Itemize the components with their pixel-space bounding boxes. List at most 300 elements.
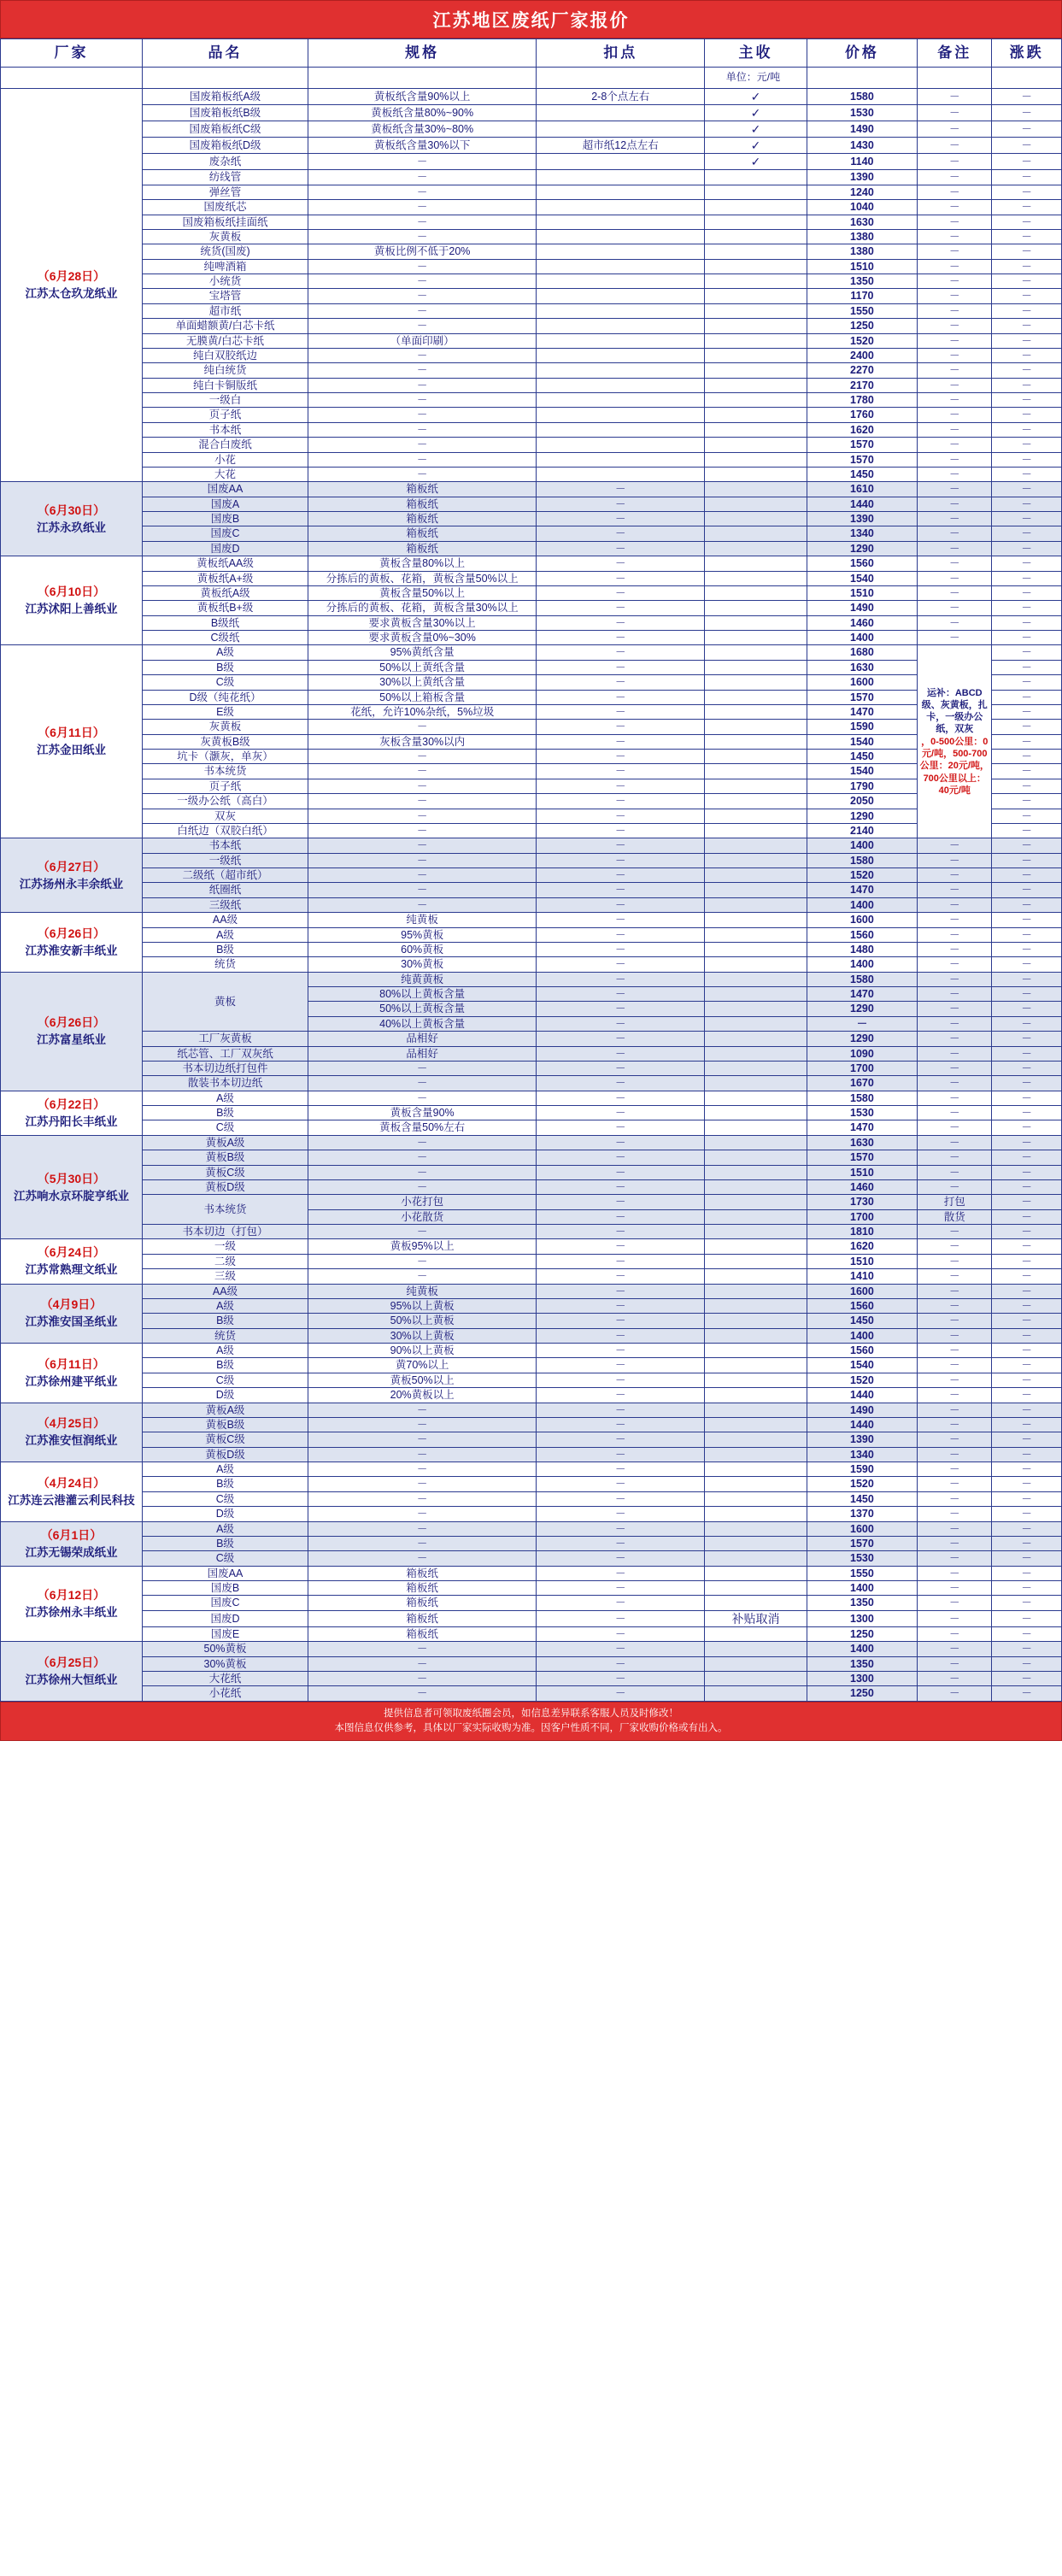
deduction-cell [537,229,705,244]
main-cell: ✓ [705,154,807,170]
deduction-cell: － [537,1507,705,1521]
note-cell: － [918,229,992,244]
spec-cell: 黄板50%以上 [308,1373,537,1387]
table-row [1,823,1062,838]
factory-name: 江苏徐州永丰纸业 [25,1605,118,1619]
main-cell [705,1150,807,1165]
spec-cell: 黄板95%以上 [308,1239,537,1254]
price-cell: 1390 [807,1432,917,1447]
table-row [1,154,1062,170]
product-cell: 超市纸 [142,303,308,318]
table-row [1,1195,1062,1209]
table-row [1,1447,1062,1461]
table-row [1,121,1062,138]
product-cell: 书本统货 [142,764,308,779]
product-cell: A级 [142,1521,308,1536]
table-row [1,704,1062,719]
product-cell: 统货 [142,957,308,972]
factory-name: 江苏金田纸业 [36,744,106,757]
deduction-cell: － [537,1344,705,1358]
main-cell [705,497,807,511]
note-cell: － [918,1225,992,1239]
factory-name: 江苏扬州永丰余纸业 [19,877,124,891]
deduction-cell: － [537,853,705,867]
main-cell [705,1656,807,1671]
price-cell: 1600 [807,913,917,927]
spec-cell: 品相好 [308,1032,537,1046]
factory-name: 江苏淮安国圣纸业 [25,1315,118,1329]
deduction-cell [537,333,705,348]
deduction-cell: － [537,1076,705,1091]
spec-cell: 黄板含量50%左右 [308,1120,537,1135]
spec-cell: － [308,1269,537,1284]
price-cell: 1460 [807,615,917,630]
table-row [1,467,1062,481]
price-cell: 1440 [807,1388,917,1403]
spec-cell: － [308,452,537,467]
main-cell [705,1373,807,1387]
deduction-cell [537,259,705,273]
price-cell: 1400 [807,957,917,972]
product-cell: 小花纸 [142,1686,308,1701]
main-cell [705,571,807,585]
product-cell: A级 [142,927,308,942]
change-cell: － [992,1672,1062,1686]
main-cell [705,794,807,809]
table-row [1,541,1062,556]
product-cell: C级 [142,675,308,690]
note-cell: － [918,1120,992,1135]
note-cell: － [918,1521,992,1536]
spec-cell: 花纸，允许10%杂纸，5%垃圾 [308,704,537,719]
product-cell: 白纸边（双胶白纸） [142,823,308,838]
unit-label: 单位：元/吨 [705,68,807,89]
note-cell: － [918,853,992,867]
unit-blank-2 [142,68,308,89]
change-cell: － [992,556,1062,571]
table-row [1,138,1062,154]
spec-cell: － [308,229,537,244]
product-cell: 国废箱板纸D级 [142,138,308,154]
price-cell: 1300 [807,1672,917,1686]
product-cell: 大花 [142,467,308,481]
note-cell: － [918,1135,992,1150]
product-cell: 页子纸 [142,779,308,793]
product-cell: C级纸 [142,631,308,645]
product-cell: 书本切边纸打包件 [142,1061,308,1075]
product-cell: 坑卡（灏灰，单灰） [142,750,308,764]
spec-cell: － [308,779,537,793]
factory-date: （6月1日） [40,1527,103,1542]
change-cell: － [992,154,1062,170]
spec-cell: － [308,750,537,764]
product-cell: D级 [142,1388,308,1403]
note-cell: － [918,1626,992,1641]
price-cell: 1380 [807,229,917,244]
main-cell [705,1165,807,1179]
price-cell: 1570 [807,690,917,704]
footer-line-2: 本图信息仅供参考，具体以厂家实际收购为准。因客户性质不同，厂家收购价格或有出入。 [334,1723,728,1734]
spec-cell: － [308,1462,537,1477]
spec-cell: － [308,467,537,481]
note-cell: － [918,1298,992,1313]
price-cell: 1350 [807,1596,917,1610]
product-cell: 国废D [142,541,308,556]
price-cell: － [807,1016,917,1031]
price-cell: 1580 [807,972,917,986]
main-cell [705,512,807,526]
note-cell: － [918,1491,992,1506]
spec-cell: 50%以上黄纸含量 [308,660,537,674]
unit-row [1,68,1062,89]
product-cell: 纺线管 [142,170,308,185]
table-row [1,615,1062,630]
deduction-cell: － [537,1566,705,1580]
price-cell: 1440 [807,1417,917,1432]
change-cell: － [992,229,1062,244]
note-cell: － [918,631,992,645]
deduction-cell [537,105,705,121]
spec-cell: 30%以上黄板 [308,1328,537,1343]
table-row [1,1536,1062,1550]
table-row [1,779,1062,793]
spec-cell: 黄板含量90% [308,1106,537,1120]
price-cell: 1530 [807,1551,917,1566]
price-cell: 1630 [807,660,917,674]
main-cell [705,1477,807,1491]
price-cell: 1490 [807,601,917,615]
main-cell [705,1432,807,1447]
deduction-cell: － [537,1046,705,1061]
deduction-cell: － [537,1239,705,1254]
table-row [1,585,1062,600]
change-cell: － [992,1417,1062,1432]
price-cell: 1600 [807,1284,917,1298]
price-cell: 1570 [807,1536,917,1550]
deduction-cell: － [537,1358,705,1373]
main-cell [705,1284,807,1298]
price-cell: 1510 [807,259,917,273]
change-cell: － [992,764,1062,779]
main-cell [705,1046,807,1061]
note-cell: － [918,1032,992,1046]
spec-cell: 黄板含量80%以上 [308,556,537,571]
main-cell [705,690,807,704]
change-cell: － [992,1656,1062,1671]
table-row [1,853,1062,867]
change-cell: － [992,422,1062,437]
note-cell: － [918,215,992,229]
change-cell: － [992,1610,1062,1626]
main-cell [705,1491,807,1506]
deduction-cell: － [537,913,705,927]
table-row [1,1596,1062,1610]
table-row [1,319,1062,333]
product-cell: 国废B [142,1581,308,1596]
note-cell: － [918,244,992,259]
factory-cell [1,913,143,973]
note-cell: － [918,1046,992,1061]
price-cell: 1520 [807,868,917,883]
price-cell: 1510 [807,1165,917,1179]
spec-cell: － [308,1165,537,1179]
price-cell: 1560 [807,1344,917,1358]
factory-cell [1,838,143,913]
header-price: 价格 [807,39,917,68]
change-cell: － [992,1507,1062,1521]
product-cell: 废杂纸 [142,154,308,170]
change-cell: － [992,482,1062,497]
change-cell: － [992,720,1062,734]
change-cell: － [992,571,1062,585]
note-cell: － [918,422,992,437]
table-row [1,645,1062,660]
deduction-cell [537,378,705,392]
note-cell: － [918,467,992,481]
deduction-cell: － [537,1179,705,1194]
unit-blank-6 [918,68,992,89]
note-cell: － [918,1447,992,1461]
table-row [1,883,1062,897]
change-cell: － [992,1358,1062,1373]
deduction-cell: － [537,794,705,809]
price-cell: 1700 [807,1209,917,1224]
spec-cell: 分拣后的黄板、花箱，黄板含量30%以上 [308,601,537,615]
main-cell [705,467,807,481]
main-cell [705,1551,807,1566]
note-cell: － [918,89,992,105]
price-cell: 2400 [807,348,917,362]
factory-cell [1,1344,143,1403]
price-cell: 1580 [807,853,917,867]
table-row [1,809,1062,823]
deduction-cell: － [537,1209,705,1224]
table-row [1,690,1062,704]
deduction-cell: － [537,1642,705,1656]
spec-cell: － [308,170,537,185]
table-row [1,1462,1062,1477]
spec-cell: － [308,823,537,838]
factory-name: 江苏连云港灌云利民科技 [8,1493,135,1507]
change-cell: － [992,541,1062,556]
deduction-cell: － [537,1091,705,1105]
main-cell [705,1195,807,1209]
price-cell: 1580 [807,89,917,105]
deduction-cell: － [537,1432,705,1447]
deduction-cell [537,438,705,452]
price-cell: 1400 [807,1581,917,1596]
product-cell: 国废E [142,1626,308,1641]
main-cell [705,750,807,764]
note-cell: － [918,883,992,897]
main-cell [705,913,807,927]
price-cell: 1580 [807,1091,917,1105]
price-cell: 1450 [807,1491,917,1506]
factory-date: （6月12日） [37,1587,106,1602]
change-cell: － [992,1432,1062,1447]
product-cell: 页子纸 [142,408,308,422]
price-cell: 1460 [807,1179,917,1194]
change-cell: － [992,1150,1062,1165]
factory-name: 江苏丹阳长丰纸业 [25,1115,118,1128]
deduction-cell: － [537,1254,705,1268]
spec-cell: － [308,764,537,779]
price-cell: 2050 [807,794,917,809]
deduction-cell: － [537,571,705,585]
product-cell: 三级 [142,1269,308,1284]
change-cell: － [992,1344,1062,1358]
spec-cell: 箱板纸 [308,541,537,556]
main-cell [705,1016,807,1031]
price-cell: 1700 [807,1061,917,1075]
note-cell: － [918,378,992,392]
spec-cell: 30%黄板 [308,957,537,972]
table-row [1,452,1062,467]
deduction-cell: － [537,660,705,674]
deduction-cell: － [537,1314,705,1328]
table-row [1,170,1062,185]
spec-cell: － [308,259,537,273]
deduction-cell: － [537,1447,705,1461]
product-cell: 散装书本切边纸 [142,1076,308,1091]
spec-cell: 50%以上黄板 [308,1314,537,1328]
spec-cell: 箱板纸 [308,1626,537,1641]
spec-cell: － [308,1447,537,1461]
note-cell: － [918,1373,992,1387]
change-cell: － [992,601,1062,615]
product-cell: 书本纸 [142,838,308,853]
product-cell: D级 [142,1507,308,1521]
note-cell: － [918,438,992,452]
factory-cell [1,1521,143,1566]
table-row [1,348,1062,362]
change-cell: － [992,1462,1062,1477]
main-cell [705,927,807,942]
note-cell: － [918,1462,992,1477]
main-cell [705,615,807,630]
factory-name: 江苏淮安恒润纸业 [25,1434,118,1448]
note-cell: － [918,185,992,199]
spec-cell: － [308,1521,537,1536]
change-cell: － [992,779,1062,793]
factory-cell [1,1284,143,1344]
table-row [1,1091,1062,1105]
change-cell: － [992,89,1062,105]
product-cell: 统货(国废) [142,244,308,259]
deduction-cell: － [537,1016,705,1031]
spec-cell: 95%黄板 [308,927,537,942]
table-row [1,1477,1062,1491]
table-row [1,1373,1062,1387]
main-cell [705,1596,807,1610]
factory-date: （6月26日） [37,1015,106,1030]
product-cell: 灰黄板 [142,229,308,244]
change-cell: － [992,1314,1062,1328]
price-cell: 1240 [807,185,917,199]
price-cell: 1390 [807,170,917,185]
main-cell [705,1298,807,1313]
change-cell: － [992,1328,1062,1343]
change-cell: － [992,244,1062,259]
price-cell: 2170 [807,378,917,392]
product-cell: A级 [142,1344,308,1358]
product-cell: 国废A [142,497,308,511]
change-cell: － [992,319,1062,333]
price-cell: 1510 [807,585,917,600]
table-row [1,393,1062,408]
spec-cell: 箱板纸 [308,512,537,526]
change-cell: － [992,378,1062,392]
price-cell: 1630 [807,215,917,229]
table-row [1,660,1062,674]
deduction-cell: － [537,1032,705,1046]
product-cell: 国废箱板纸B级 [142,105,308,121]
spec-cell: － [308,215,537,229]
deduction-cell: － [537,512,705,526]
factory-date: （6月25日） [37,1655,106,1669]
spec-cell: － [308,185,537,199]
note-cell: － [918,1581,992,1596]
change-cell: － [992,883,1062,897]
note-cell: － [918,1150,992,1165]
spec-cell: － [308,363,537,378]
page-title: 江苏地区废纸厂家报价 [0,0,1062,38]
main-cell [705,438,807,452]
deduction-cell: － [537,1388,705,1403]
spec-cell: 品相好 [308,1046,537,1061]
note-cell: － [918,319,992,333]
price-cell: 1490 [807,1403,917,1417]
product-cell: 国废箱板纸C级 [142,121,308,138]
price-cell: 1140 [807,154,917,170]
spec-cell: 50%以上箱板含量 [308,690,537,704]
change-cell: － [992,972,1062,986]
price-cell: 1620 [807,1239,917,1254]
note-cell: － [918,274,992,289]
table-row [1,942,1062,956]
deduction-cell [537,185,705,199]
spec-cell: 90%以上黄板 [308,1344,537,1358]
table-row [1,1358,1062,1373]
price-cell: 1520 [807,333,917,348]
price-cell: 1560 [807,1298,917,1313]
factory-date: （6月30日） [37,503,106,517]
note-cell: － [918,1403,992,1417]
main-cell [705,1403,807,1417]
factory-cell [1,1091,143,1135]
price-cell: 1780 [807,393,917,408]
deduction-cell: － [537,868,705,883]
deduction-cell: － [537,526,705,541]
product-cell: B级 [142,1536,308,1550]
note-cell: － [918,1106,992,1120]
factory-date: （4月24日） [37,1475,106,1490]
spec-cell: － [308,303,537,318]
price-cell: 1170 [807,289,917,303]
main-cell [705,1002,807,1016]
deduction-cell: － [537,585,705,600]
product-cell: C级 [142,1491,308,1506]
main-cell [705,1672,807,1686]
main-cell [705,319,807,333]
deduction-cell: － [537,927,705,942]
main-cell: ✓ [705,105,807,121]
note-cell: － [918,482,992,497]
main-cell [705,1462,807,1477]
spec-cell: 箱板纸 [308,497,537,511]
spec-cell: 95%黄纸含量 [308,645,537,660]
note-cell: 打包 [918,1195,992,1209]
